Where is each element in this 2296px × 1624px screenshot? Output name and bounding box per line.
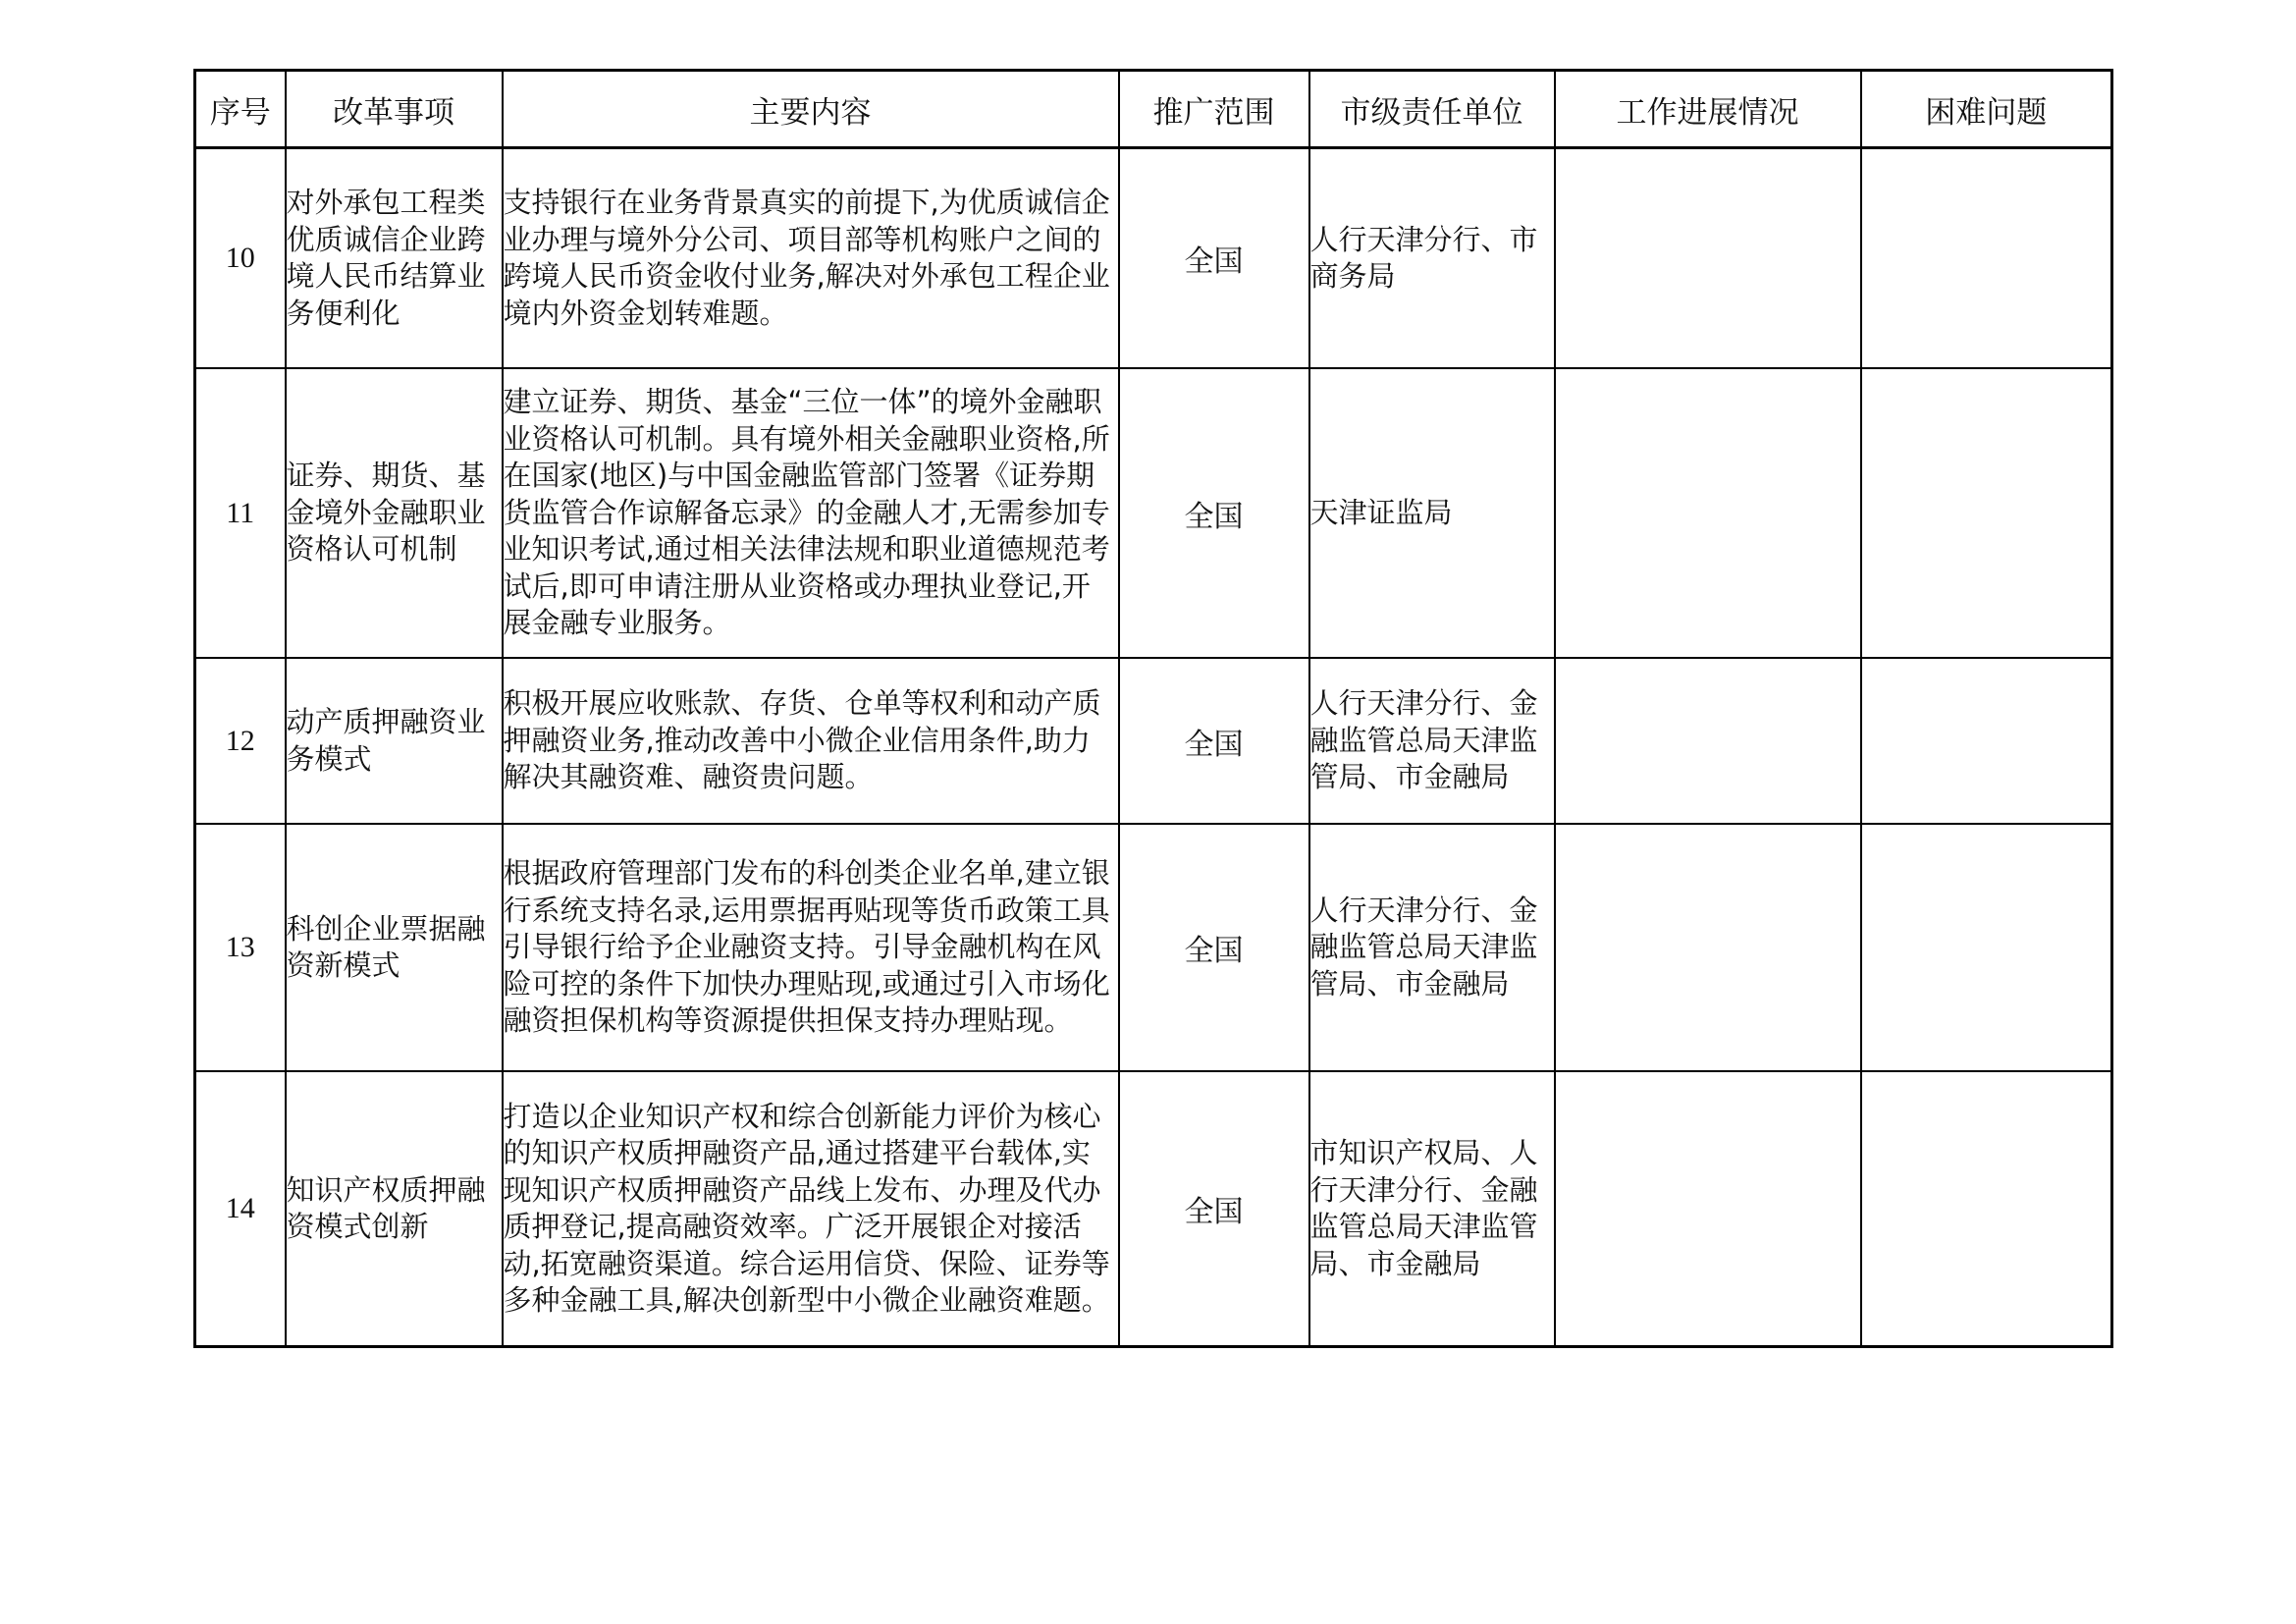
header-row [195, 71, 2112, 148]
table-row [195, 368, 2112, 658]
row-responsible-unit: 人行天津分行、市商务局 [1309, 148, 1555, 369]
header-scope: 推广范围 [1119, 71, 1309, 148]
row-main-content: 根据政府管理部门发布的科创类企业名单,建立银行系统支持名录,运用票据再贴现等货币政策工具引导银行给予企业融资支持。引导金融机构在风险可控的条件下加快办理贴现,或通过引入市场化融资担保机构等资源提供担保支持办理贴现。 [503, 824, 1119, 1071]
row-responsible-unit: 市知识产权局、人行天津分行、金融监管总局天津监管局、市金融局 [1309, 1071, 1555, 1347]
header-progress: 工作进展情况 [1555, 71, 1861, 148]
header-reform-item: 改革事项 [286, 71, 503, 148]
row-scope: 全国 [1119, 1071, 1309, 1347]
table-row [195, 1071, 2112, 1347]
row-reform-item: 科创企业票据融资新模式 [286, 824, 503, 1071]
row-reform-item: 动产质押融资业务模式 [286, 658, 503, 824]
row-reform-item: 知识产权质押融资模式创新 [286, 1071, 503, 1347]
row-reform-item: 对外承包工程类优质诚信企业跨境人民币结算业务便利化 [286, 148, 503, 369]
row-main-content: 支持银行在业务背景真实的前提下,为优质诚信企业办理与境外分公司、项目部等机构账户之间的跨境人民币资金收付业务,解决对外承包工程企业境内外资金划转难题。 [503, 148, 1119, 369]
row-issues [1861, 658, 2112, 824]
row-seq: 12 [195, 658, 286, 824]
row-scope: 全国 [1119, 368, 1309, 658]
row-progress [1555, 1071, 1861, 1347]
header-responsible-unit: 市级责任单位 [1309, 71, 1555, 148]
row-responsible-unit: 天津证监局 [1309, 368, 1555, 658]
row-seq: 10 [195, 148, 286, 369]
row-issues [1861, 148, 2112, 369]
row-scope: 全国 [1119, 148, 1309, 369]
row-seq: 14 [195, 1071, 286, 1347]
row-main-content: 积极开展应收账款、存货、仓单等权利和动产质押融资业务,推动改善中小微企业信用条件,助力解决其融资难、融资贵问题。 [503, 658, 1119, 824]
row-progress [1555, 824, 1861, 1071]
table-row [195, 148, 2112, 369]
reform-items-table [193, 69, 2113, 1348]
table-row [195, 824, 2112, 1071]
row-seq: 11 [195, 368, 286, 658]
row-progress [1555, 148, 1861, 369]
header-issues: 困难问题 [1861, 71, 2112, 148]
row-main-content: 打造以企业知识产权和综合创新能力评价为核心的知识产权质押融资产品,通过搭建平台载体,实现知识产权质押融资产品线上发布、办理及代办质押登记,提高融资效率。广泛开展银企对接活动,拓宽融资渠道。综合运用信贷、保险、证券等多种金融工具,解决创新型中小微企业融资难题。 [503, 1071, 1119, 1347]
row-responsible-unit: 人行天津分行、金融监管总局天津监管局、市金融局 [1309, 658, 1555, 824]
row-issues [1861, 824, 2112, 1071]
row-responsible-unit: 人行天津分行、金融监管总局天津监管局、市金融局 [1309, 824, 1555, 1071]
header-main-content: 主要内容 [503, 71, 1119, 148]
row-seq: 13 [195, 824, 286, 1071]
row-issues [1861, 368, 2112, 658]
header-seq: 序号 [195, 71, 286, 148]
row-issues [1861, 1071, 2112, 1347]
row-scope: 全国 [1119, 824, 1309, 1071]
row-reform-item: 证券、期货、基金境外金融职业资格认可机制 [286, 368, 503, 658]
row-progress [1555, 368, 1861, 658]
row-main-content: 建立证券、期货、基金“三位一体”的境外金融职业资格认可机制。具有境外相关金融职业资格,所在国家(地区)与中国金融监管部门签署《证券期货监管合作谅解备忘录》的金融人才,无需参加专业知识考试,通过相关法律法规和职业道德规范考试后,即可申请注册从业资格或办理执业登记,开展金融专业服务。 [503, 368, 1119, 658]
row-progress [1555, 658, 1861, 824]
row-scope: 全国 [1119, 658, 1309, 824]
table-row [195, 658, 2112, 824]
